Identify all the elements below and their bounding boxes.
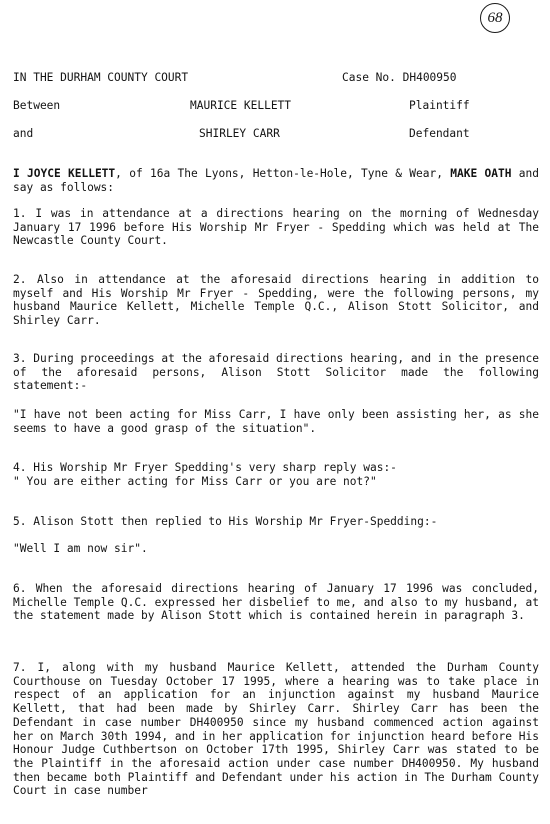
paragraph-5: 5. Alison Stott then replied to His Worship Mr Fryer-Spedding:- <box>13 515 438 528</box>
oath-rest: and say as follows: <box>13 167 539 194</box>
and-label: and <box>13 127 34 140</box>
paragraph-2: 2. Also in attendance at the aforesaid directions hearing in addition to myself and His Worship Mr Fryer - Spedding, were the following persons, my husband Maurice Kellett, Michelle Temple Q.C., Alison Stott Solicitor, and Shirley Carr. <box>13 273 539 328</box>
quote-judge: " You are either acting for Miss Carr or you are not?" <box>13 475 377 488</box>
between-label: Between <box>13 99 61 112</box>
paragraph-1: 1. I was in attendance at a directions hearing on the morning of Wednesday January 17 1996 before His Worship Mr Fryer - Spedding which was held at The Newcastle County Court. <box>13 207 539 248</box>
paragraph-7: 7. I, along with my husband Maurice Kellett, attended the Durham County Courthouse on Tuesday October 17 1995, where a hearing was to take place in respect of an application for an injunction against my husband Maurice Kellett, that had been made by Shirley Carr. Shirley Carr has been the Defendant in case number DH400950 since my husband commenced action against her on March 30th 1994, and in her application for injunction heard before His Honour Judge Cuthbertson on October 17th 1995, Shirley Carr was stated to be the Plaintiff in the aforesaid action under case number DH400950. My husband then became both Plaintiff and Defendant under his action in The Durham County Court in case number <box>13 661 539 798</box>
deponent-address: , of 16a The Lyons, Hetton-le-Hole, Tyne & Wear, <box>115 167 443 180</box>
court-name: IN THE DURHAM COUNTY COURT <box>13 71 189 84</box>
deponent-name: I JOYCE KELLETT <box>13 167 116 180</box>
oath-phrase: MAKE OATH <box>450 167 512 180</box>
quote-reply: "Well I am now sir". <box>13 542 148 555</box>
defendant-role: Defendant <box>409 127 470 140</box>
intro-paragraph <box>13 167 539 194</box>
case-number: Case No. DH400950 <box>342 71 457 84</box>
page-number-stamp: 68 <box>480 3 510 33</box>
plaintiff-name: MAURICE KELLETT <box>190 99 292 112</box>
paragraph-3: 3. During proceedings at the aforesaid directions hearing, and in the presence of the aforesaid persons, Alison Stott Solicitor made the following statement:- <box>13 352 539 393</box>
plaintiff-role: Plaintiff <box>409 99 470 112</box>
paragraph-6: 6. When the aforesaid directions hearing of January 17 1996 was concluded, Michelle Temple Q.C. expressed her disbelief to me, and also to my husband, at the statement made by Alison Stott which is contained herein in paragraph 3. <box>13 582 539 623</box>
quote-stott: "I have not been acting for Miss Carr, I have only been assisting her, as she seems to have a good grasp of the situation". <box>13 408 539 435</box>
defendant-name: SHIRLEY CARR <box>199 127 280 140</box>
paragraph-4: 4. His Worship Mr Fryer Spedding's very sharp reply was:- <box>13 461 397 474</box>
